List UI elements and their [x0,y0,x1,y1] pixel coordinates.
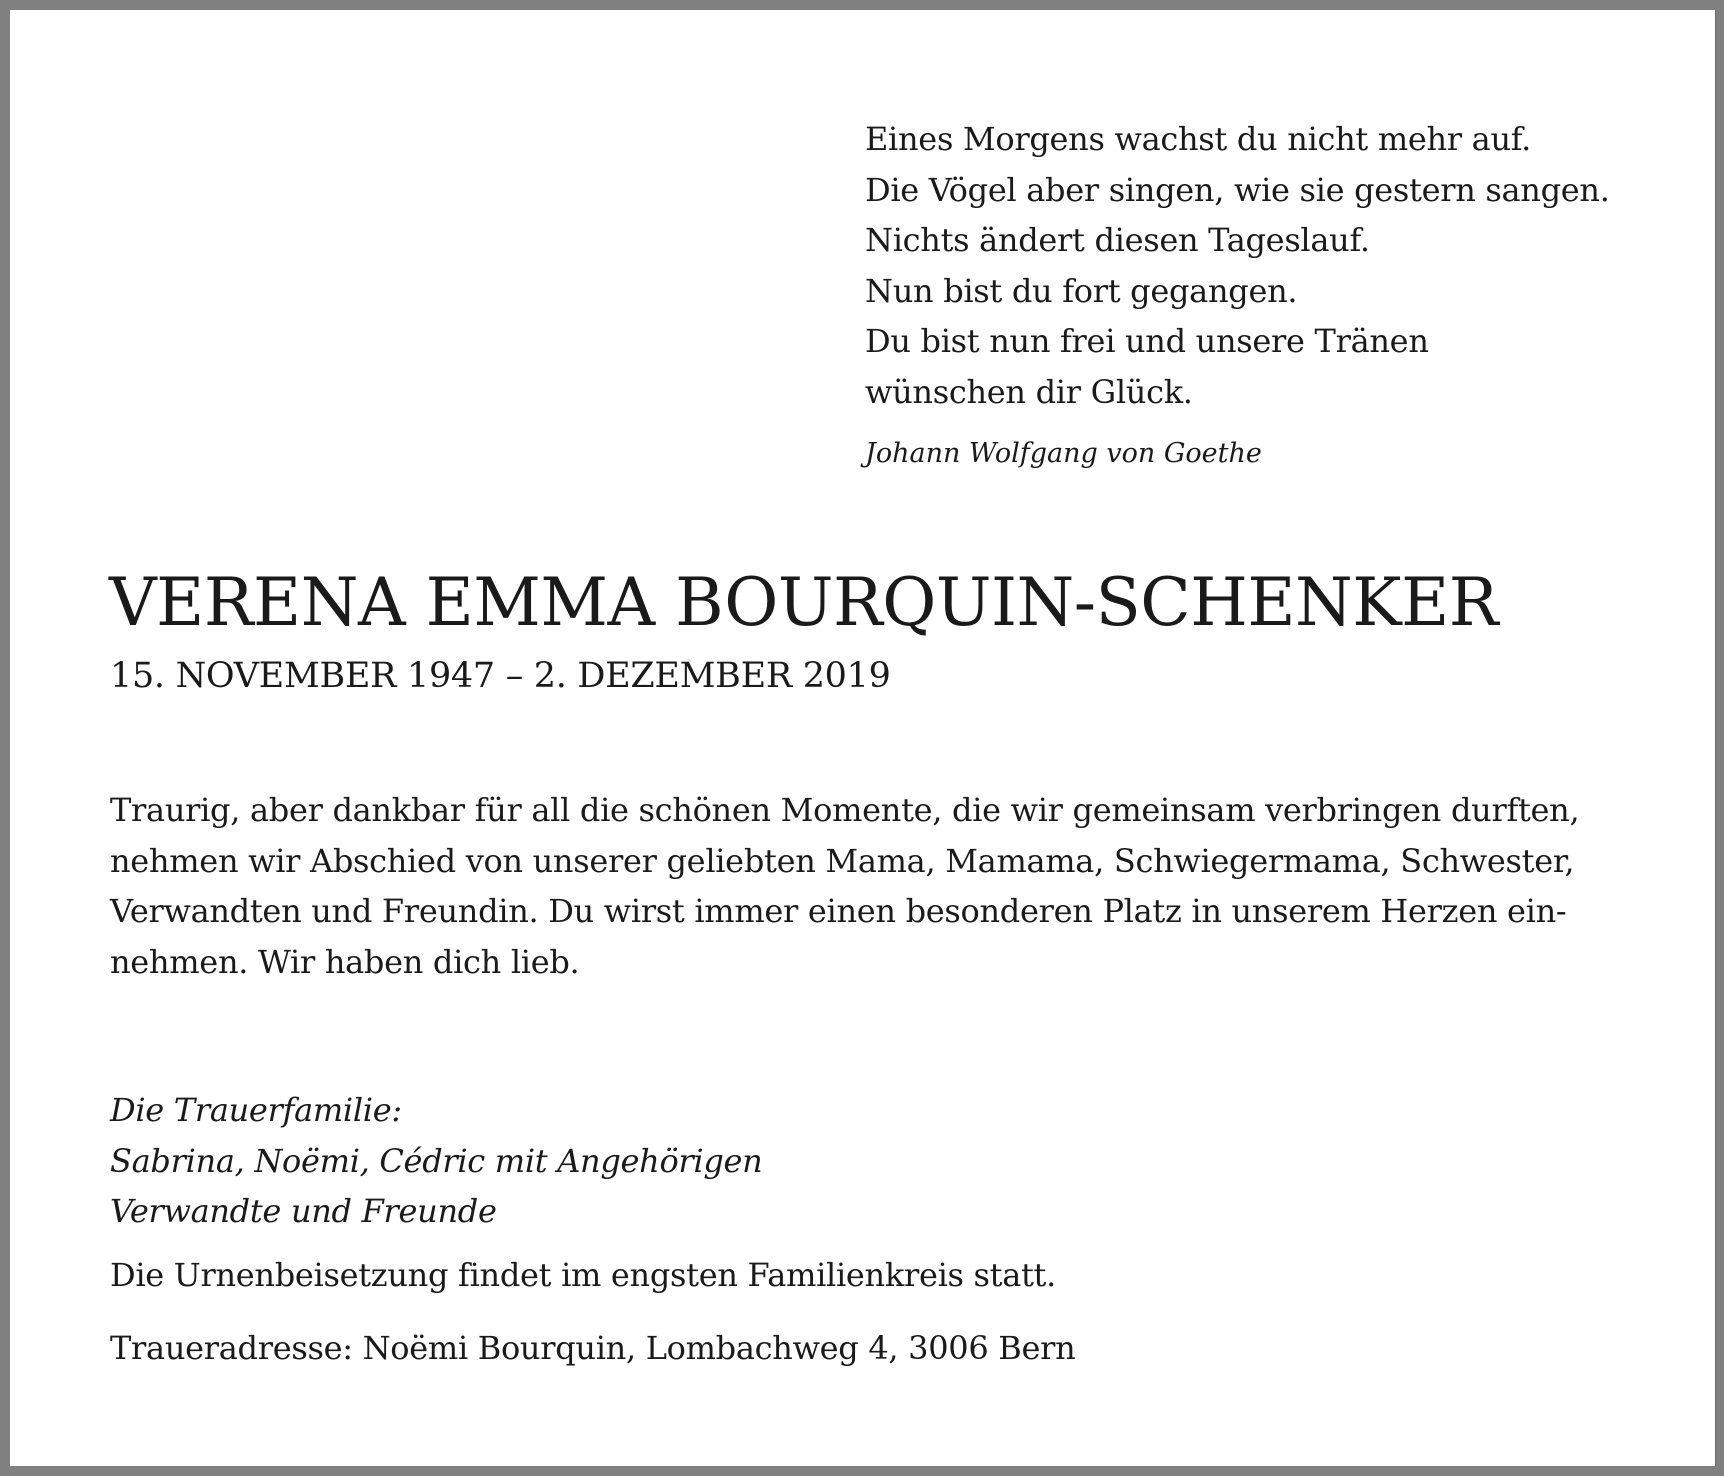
family-heading: Die Trauerfamilie: [110,1091,402,1129]
poem-line: Eines Morgens wachst du nicht mehr auf. [865,120,1532,158]
obituary-page [10,10,1716,1466]
life-dates: 15. NOVEMBER 1947 – 2. DEZEMBER 2019 [110,656,891,696]
mourning-family [110,1085,763,1237]
deceased-name: VERENA EMMA BOURQUIN-SCHENKER [109,564,1498,641]
mourning-address: Traueradresse: Noëmi Bourquin, Lombachweg 4, 3006 Bern [110,1329,1076,1367]
poem-line: Die Vögel aber singen, wie sie gestern sangen. [865,170,1610,209]
message-line: Traurig, aber dankbar für all die schönen Momente, die wir gemeinsam verbringen durften, [110,791,1580,829]
poem-author: Johann Wolfgang von Goethe [865,438,1262,469]
poem [865,114,1685,473]
message-line: Verwandten und Freundin. Du wirst immer einen besonderen Platz in unserem Herzen ein- [110,892,1567,930]
poem-line: Nun bist du fort gegangen. [865,271,1298,310]
poem-line: Du bist nun frei und unsere Tränen [865,322,1429,360]
message-line: nehmen wir Abschied von unserer geliebten Mama, Mamama, Schwiegermama, Schwester, [110,841,1575,880]
poem-line: Nichts ändert diesen Tageslauf. [865,221,1370,259]
family-members: Sabrina, Noëmi, Cédric mit Angehörigen [110,1141,763,1180]
family-relatives: Verwandte und Freunde [110,1192,497,1230]
message-line: nehmen. Wir haben dich lieb. [110,942,580,981]
poem-line: wünschen dir Glück. [865,372,1193,411]
farewell-message [110,785,1590,987]
burial-notice: Die Urnenbeisetzung findet im engsten Familienkreis statt. [110,1256,1056,1294]
